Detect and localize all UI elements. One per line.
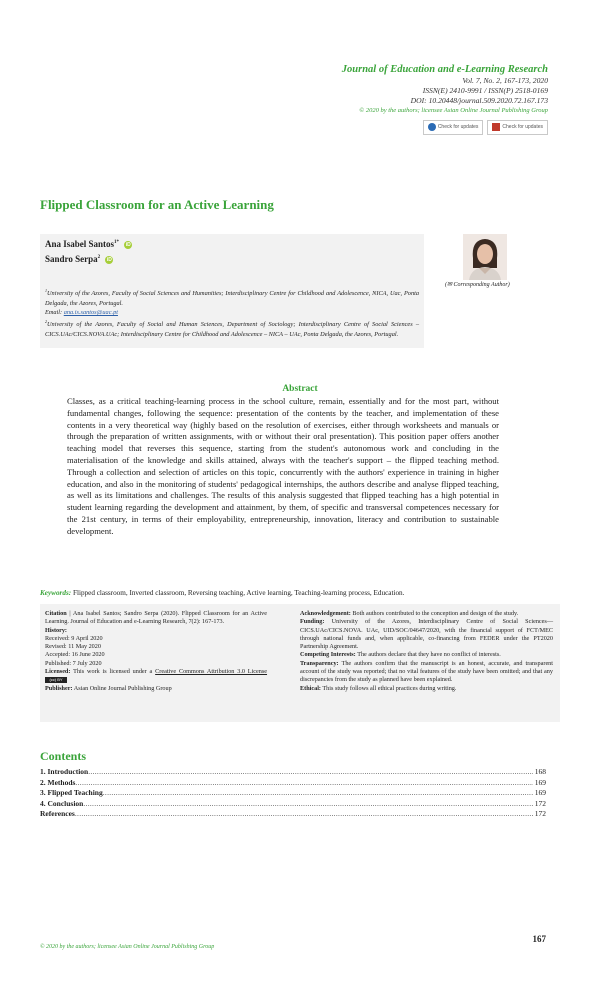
citation: Citation | Ana Isabel Santos; Sandro Serpa (2020). Flipped Classroom for an Active Learning. Journal of Education and e-Learning Research, 7(2): 167-173. [45,610,268,626]
author-box [40,234,424,348]
table-of-contents [40,767,546,820]
competing-interests: Competing Interests: The authors declare that they have no conflict of interests. [300,651,501,659]
abstract-heading: Abstract [282,384,318,394]
citation-left-column [45,610,267,693]
badges [423,118,548,134]
citation-right-column [300,610,553,693]
toc-item[interactable]: 2. Methods ..... 169 [40,778,546,789]
journal-header [228,64,548,115]
crossref-badge[interactable]: Check for updates [487,120,548,135]
journal-copyright: © 2020 by the authors; licensee Asian Online Journal Publishing Group [359,107,548,114]
keywords-text: Flipped classroom, Inverted classroom, Reversing teaching, Active learning, Teaching-learning process, Education. [72,589,405,597]
ethical: Ethical: This study follows all ethical practices during writing. [300,684,457,692]
toc-item[interactable]: 4. Conclusion ..... 172 [40,799,546,810]
page-number: 167 [532,934,546,944]
orcid-icon[interactable]: iD [125,241,131,248]
check-updates-badge[interactable]: Check for updates [423,120,484,135]
history: History: [45,626,67,634]
contents-heading: Contents [40,749,87,763]
crossref-icon [492,123,500,131]
paper-title: Flipped Classroom for an Active Learning [40,197,274,212]
journal-title: Journal of Education and e-Learning Research [341,64,548,75]
author-2: Sandro Serpa$^2$ iD [45,254,112,264]
license: Licensed: This work is licensed under a Creative Commons Attribution 3.0 License (cc) BY [45,668,268,682]
keywords [40,588,560,598]
transparency: Transparency: The authors confirm that the manuscript is an honest, accurate, and transparent account of the study was reported; that no vital features of the study have been omitted; and that any discrepancies from the study as planned have been explained. [300,659,553,684]
toc-item[interactable]: References ..... 172 [40,809,546,820]
affiliation-1: $^1$University of the Azores, Faculty of Social Sciences and Humanities; Interdisciplinary Centre for Childhood and Adolescence, NICA, Uac, Ponta Delgada, the Azores, Portugal. [45,288,419,307]
affiliation-2: $^2$University of the Azores, Faculty of Social and Human Sciences, Department of Sociology; Interdisciplinary Centre of Social Sciences – CICS.UAc/CICS.NOVA.UAc; Interdisciplinary Centre for Childhood and Adolescence – NICA – UAc, Ponta Delgada, the Azores, Portugal. [45,319,419,338]
corresponding-author-caption: (✉ Corresponding Author) [445,282,510,288]
published-date: Published: 7 July 2020 [45,659,102,667]
toc-item[interactable]: 1. Introduction ..... 168 [40,767,546,778]
funding: Funding: University of the Azores, Interdisciplinary Centre of Social Sciences—CICS.UAc/CICS.NOVA. UAc, UID/SOC/04647/2020, with the financial support of FCT/MEC through national funds and, when applicable, co-financing from FEDER under the PT2020 Partnership Agreement. [300,618,554,651]
footer-copyright: © 2020 by the authors; licensee Asian Online Journal Publishing Group [40,944,215,950]
journal-issn: ISSN(E) 2410-9991 / ISSN(P) 2518-0169 [422,86,548,95]
journal-volume: Vol. 7, No. 2, 167-173, 2020 [462,76,548,85]
received-date: Received: 9 April 2020 [45,634,103,642]
email-line: Email: ana.is.santos@uac.pt [45,308,118,316]
author-1: Ana Isabel Santos$^{1*}$ iD [45,239,131,249]
orcid-icon[interactable]: iD [106,256,112,263]
license-link[interactable]: Creative Commons Attribution 3.0 License [155,668,268,676]
revised-date: Revised: 11 May 2020 [45,643,101,651]
publisher: Publisher: Asian Online Journal Publishing Group [45,684,172,692]
keywords-label: Keywords: [40,589,72,597]
crossmark-icon [428,123,436,131]
acknowledgement: Acknowledgement: Both authors contributed to the conception and design of the study. [300,610,519,617]
citation-box [40,604,560,722]
accepted-date: Accepted: 16 June 2020 [45,651,105,659]
toc-item[interactable]: 3. Flipped Teaching ..... 169 [40,788,546,799]
abstract-text: Classes, as a critical teaching-learning process in the school culture, remain, essentially and for the most part, without fundamental changes, following the sequence: presentation of the contents by the teacher, and implementation of these contents in a very theoretical way (highly based on the resolution of exercises, either through worksheets and manuals or through the preparation of written assignments, with or without their oral presentation). This position paper offers another teaching model that reverses this sequence, starting from the student's autonomous work and concluding in the materialisation of the knowledge and skills attained, always with the teacher's support – the flipped teaching method. Through a collection and selection of articles on this topic, concurrently with the authors' experience in training in higher education, and also in the monitoring of students' pedagogical internships, the authors describe and analyse flipped teaching, as well as its limitations and challenges. The results of this analysis suggested that flipped teaching has a high potential in student learning regarding the development and attainment, by them, of specific and transversal competences necessary for the 21st century, in terms of their employability, entrepreneurship, innovation, literacy and contribution to sustainable development. [67,396,499,536]
cc-by-logo[interactable]: (cc) BY [45,677,67,683]
email-link[interactable]: ana.is.santos@uac.pt [63,308,118,316]
journal-doi[interactable]: DOI: 10.20448/journal.509.2020.72.167.173 [410,96,548,105]
author-photo [463,234,507,280]
